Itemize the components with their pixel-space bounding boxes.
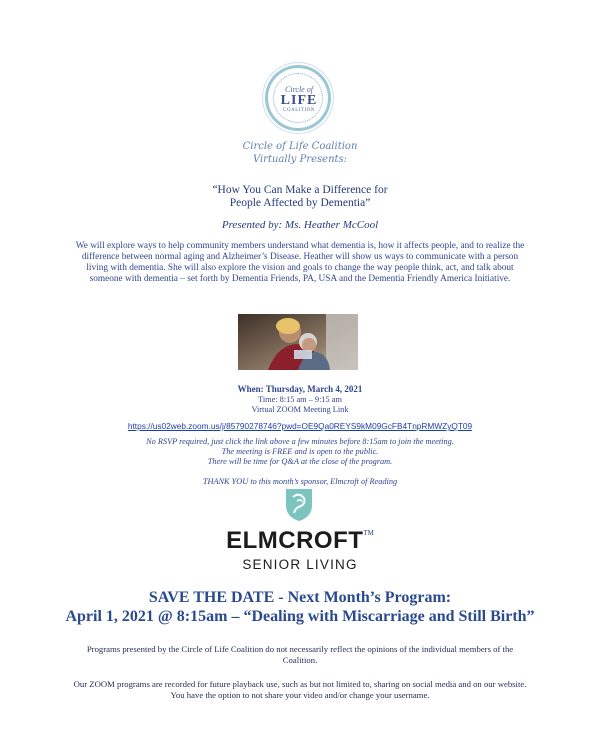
presenter: Presented by: Ms. Heather McCool: [221, 219, 379, 231]
circle-of-life-logo: [268, 68, 328, 128]
elmcroft-wordmark: [0, 527, 600, 555]
elmcroft-brand: ELMCROFT: [226, 527, 364, 554]
program-title-line2: People Affected by Dementia”: [229, 197, 371, 209]
event-date: When: Thursday, March 4, 2021: [237, 384, 363, 394]
program-title-line1: “How You Can Make a Difference for: [212, 184, 388, 196]
disclaimer-text: Programs presented by the Circle of Life Coalition do not necessarily reflect the opinions of the individual members of the Coalition.: [86, 644, 514, 665]
event-time: Time: 8:15 am – 9:15 am: [258, 395, 342, 404]
meeting-label: Virtual ZOOM Meeting Link: [251, 405, 349, 414]
trademark-mark: TM: [363, 529, 374, 537]
elmcroft-shield-icon: [284, 487, 314, 522]
free-note: The meeting is FREE and is open to the public.: [221, 447, 379, 456]
logo-text-main: LIFE: [280, 93, 318, 108]
recording-notice: Our ZOOM programs are recorded for future playback use, such as but not limited to, sharing on social media and on our website. You have the option to not share your video and/or change your username.: [73, 679, 527, 700]
program-photo: [238, 314, 358, 370]
logo-ring: [273, 73, 323, 123]
next-program-heading: April 1, 2021 @ 8:15am – “Dealing with Miscarriage and Still Birth”: [65, 608, 535, 625]
qa-note: There will be time for Q&A at the close of the program.: [207, 457, 393, 466]
presents-heading: Virtually Presents:: [252, 154, 348, 165]
program-description: We will explore ways to help community members understand what dementia is, how it affects people, and to realize the difference between normal aging and Alzheimer’s Disease. Heather will show us ways to communicate with a person living with dementia. She will also explore the vision and goals to change the way people think, act, and talk about someone with dementia – set forth by Dementia Friends, PA, USA and the Dementia Friendly America Initiative.: [75, 241, 525, 284]
elmcroft-tagline: SENIOR LIVING: [242, 557, 358, 572]
logo-text-bottom: COALITION: [283, 108, 315, 113]
meeting-link-row: [0, 416, 600, 434]
zoom-meeting-link[interactable]: https://us02web.zoom.us/j/85790278746?pwd=OE9Qa0REYS9kM09GcFB4TnpRMWZyQT09: [127, 421, 473, 431]
org-heading: Circle of Life Coalition: [242, 141, 358, 152]
sponsor-thanks: THANK YOU to this month’s sponsor, Elmcroft of Reading: [202, 477, 398, 486]
photo-illustration: [238, 314, 358, 370]
rsvp-note: No RSVP required, just click the link above a few minutes before 8:15am to join the meeting.: [146, 437, 454, 446]
save-the-date-heading: SAVE THE DATE - Next Month’s Program:: [148, 589, 452, 606]
logo-text-top: Circle of: [285, 85, 313, 94]
